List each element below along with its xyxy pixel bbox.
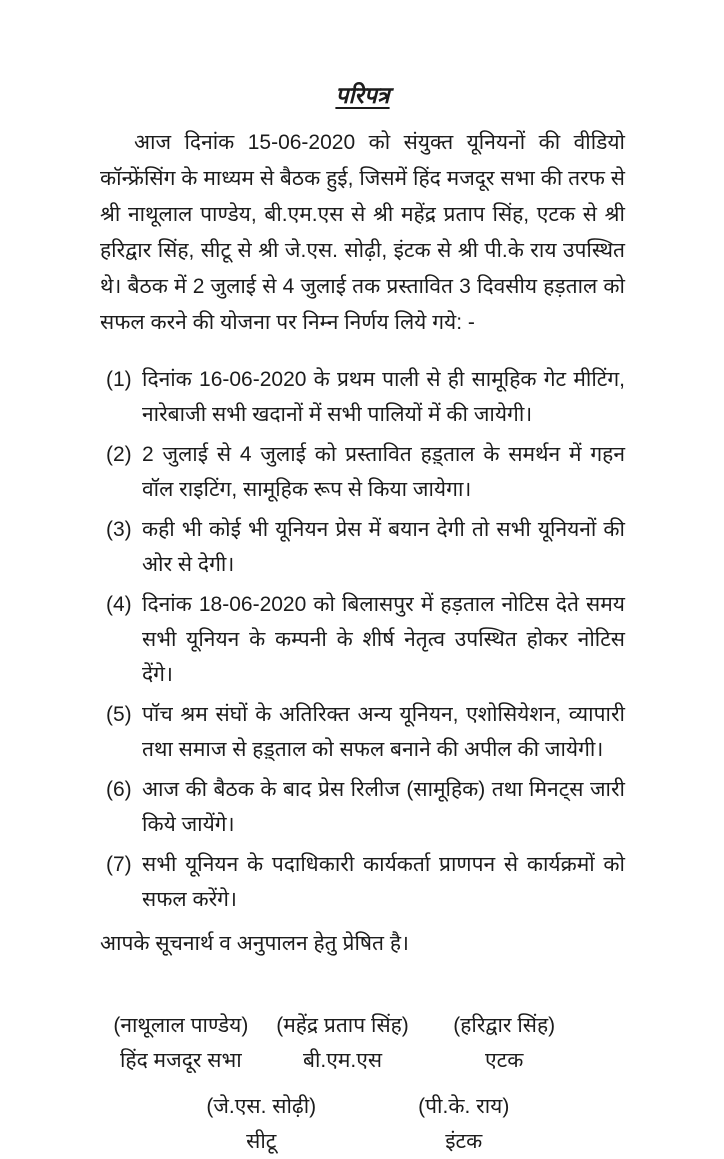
decision-text: सभी यूनियन के पदाधिकारी कार्यकर्ता प्राणपन से कार्यक्रमों को सफल करेंगे। [142,853,625,911]
decision-item-4 [100,587,625,692]
signatory-name: (महेंद्र प्रताप सिंह) [276,1014,409,1037]
signatory-name: (नाथूलाल पाण्डेय) [113,1014,249,1037]
decision-item-5 [100,697,625,767]
decision-number: (4) [106,593,132,616]
decision-item-3 [100,512,625,582]
signatory-union: इंटक [445,1130,483,1153]
decision-text: कही भी कोई भी यूनियन प्रेस में बयान देगी तो सभी यूनियनों की ओर से देगी। [142,518,625,576]
decision-text: आज की बैठक के बाद प्रेस रिलीज (सामूहिक) तथा मिनट्स जारी किये जायेंगे। [142,778,625,836]
decision-list [100,362,625,917]
decision-number: (7) [106,853,132,876]
decision-item-7 [100,847,625,917]
decision-text: दिनांक 16-06-2020 के प्रथम पाली से ही सामूहिक गेट मीटिंग, नारेबाजी सभी खदानों में सभी पालियों में की जायेगी। [142,368,625,426]
signatory-haridwar-singh [423,1008,585,1078]
decision-number: (2) [106,443,132,466]
signatory-name: (हरिद्वार सिंह) [453,1014,556,1037]
intro-paragraph: आज दिनांक 15-06-2020 को संयुक्त यूनियनों की वीडियो कॉन्फ्रेंसिंग के माध्यम से बैठक हुई, जिसमें हिंद मजदूर सभा की तरफ से श्री नाथूलाल पाण्डेय, बी.एम.एस से श्री महेंद्र प्रताप सिंह, एटक से श्री हरिद्वार सिंह, सीटू से श्री जे.एस. सोढ़ी, इंटक से श्री पी.के राय उपस्थित थे। बैठक में 2 जुलाई से 4 जुलाई तक प्रस्तावित 3 दिवसीय हड़ताल को सफल करने की योजना पर निम्न निर्णय लिये गये: - [100,131,625,334]
signatory-union: एटक [485,1049,524,1072]
decision-item-2 [100,437,625,507]
decision-text: 2 जुलाई से 4 जुलाई को प्रस्तावित हड़्ताल के समर्थन में गहन वॉल राइटिंग, सामूहिक रूप से किया जायेगा। [142,443,625,501]
decision-number: (5) [106,703,132,726]
document-title: परिपत्र [335,82,390,108]
decision-number: (3) [106,518,132,541]
signatory-union: सीटू [246,1130,277,1153]
signature-row-1 [100,1008,625,1078]
decision-item-6 [100,772,625,842]
signatory-js-sodhi [160,1089,363,1159]
decision-text: दिनांक 18-06-2020 को बिलासपुर में हड़ताल नोटिस देते समय सभी यूनियन के कम्पनी के शीर्ष नेतृत्व उपस्थित होकर नोटिस देंगे। [142,593,625,686]
decision-number: (6) [106,778,132,801]
signatory-pk-ray [363,1089,566,1159]
signatory-union: बी.एम.एस [302,1049,383,1072]
signatory-name: (जे.एस. सोढ़ी) [206,1095,317,1118]
decision-item-1 [100,362,625,432]
signatory-mahendra-pratap-singh [262,1008,424,1078]
signatory-name: (पी.के. राय) [418,1095,510,1118]
decision-number: (1) [106,368,132,391]
decision-text: पॉच श्रम संघों के अतिरिक्त अन्य यूनियन, एशोसियेशन, व्यापारी तथा समाज से हड़्ताल को सफल बनाने की अपील की जायेगी। [142,703,625,761]
closing-line: आपके सूचनार्थ व अनुपालन हेतु प्रेषित है। [100,932,409,955]
signatory-union: हिंद मजदूर सभा [119,1049,242,1072]
signature-row-2 [100,1089,625,1159]
signatory-nathulal-pandey [100,1008,262,1078]
